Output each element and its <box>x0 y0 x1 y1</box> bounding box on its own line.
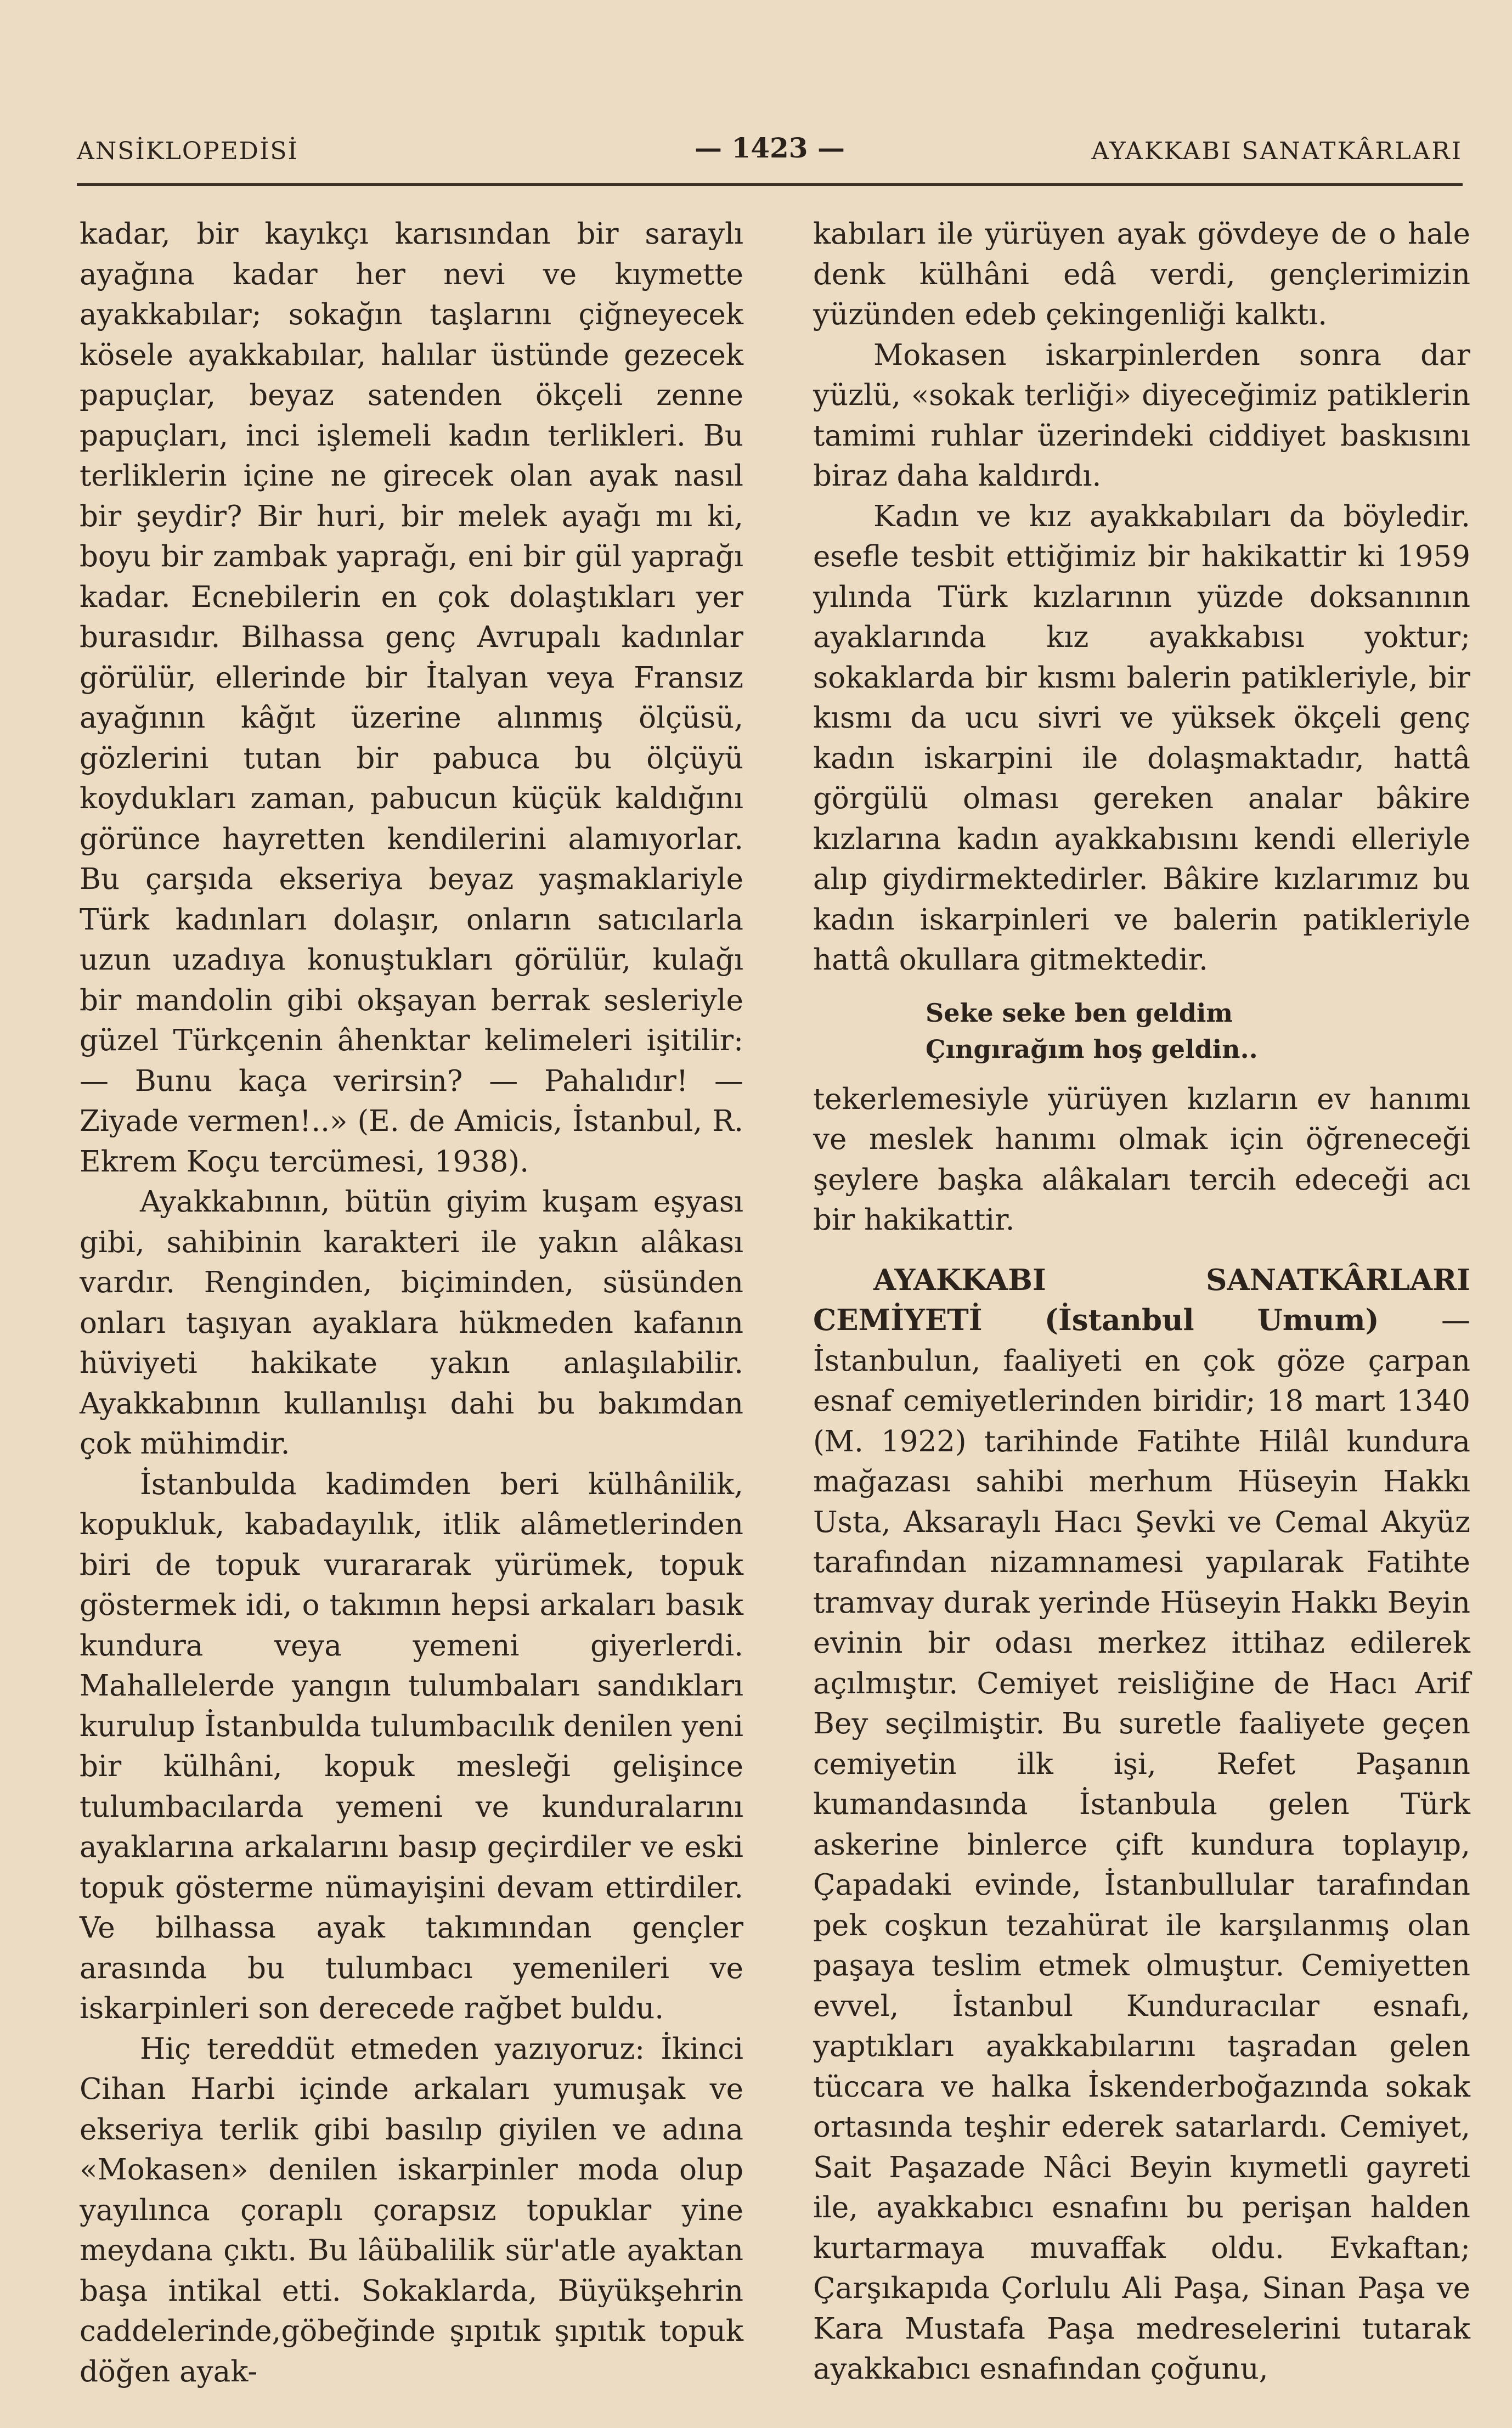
right-column <box>813 214 1470 2390</box>
right-paragraph-4: tekerlemesiyle yürüyen kızların ev hanımı ve meslek hanımı olmak için öğreneceği şeylere başka alâkaları tercih edeceği acı bir hakikattir. <box>813 1082 1470 1237</box>
entry-body: — İstanbulun, faaliyeti en çok göze çarpan esnaf cemiyetlerinden biridir; 18 mart 1340 (M. 1922) tarihinde Fatihte Hilâl kundura mağazası sahibi merhum Hüseyin Hakkı Usta, Aksaraylı Hacı Şevki ve Cemal Akyüz tarafından nizamnamesi yapılarak Fatihte tramvay durak yerinde Hüseyin Hakkı Beyin evinin bir odası merkez ittihaz edilerek açılmıştır. Cemiyet reisliğine de Hacı Arif Bey seçilmiştir. Bu suretle faaliyete geçen cemiyetin ilk işi, Refet Paşanın kumandasında İstanbula gelen Türk askerine binlerce çift kundura toplayıp, Çapadaki evinde, İstanbullular tarafından pek coşkun tezahürat ile karşılanmış olan paşaya teslim etmek olmuştur. Cemiyetten evvel, İstanbul Kunduracılar esnafı, yaptıkları ayakkabılarını taşradan gelen tüccara ve halka İskenderboğazında sokak ortasında teşhir ederek satarlardı. Cemiyet, Sait Paşazade Nâci Beyin kıymetli gayreti ile, ayakkabıcı esnafını bu perişan halden kurtarmaya muvaffak oldu. Evkaftan; Çarşıkapıda Çorlulu Ali Paşa, Sinan Paşa ve Kara Mustafa Paşa medreselerini tutarak ayakkabıcı esnafından çoğunu, <box>813 1304 1470 2386</box>
entry-title: AYAKKABI SANATKÂRLARI CEMİYETİ <box>813 1263 1470 1337</box>
left-paragraph-2: Ayakkabının, bütün giyim kuşam eşyası gibi, sahibinin karakteri ile yakın alâkası vardır. Renginden, biçiminden, süsünden onları taşıyan ayaklara hükmeden kafanın hüviyeti hakikate yakın anlaşılabilir. Ayakkabının kullanılışı dahi bu bakımdan çok mühimdir. <box>80 1185 743 1461</box>
entry-paragraph <box>813 1260 1470 2390</box>
right-paragraph-3: Kadın ve kız ayakkabıları da böyledir. esefle tesbit ettiğimiz bir hakikattir ki 1959 yılında Türk kızlarının yüzde doksanının ayaklarında kız ayakkabısı yoktur; sokaklarda bir kısmı balerin patikleriyle, bir kısmı da ucu sivri ve yüksek ökçeli genç kadın iskarpini ile dolaşmaktadır, hattâ görgülü olması gereken analar bâkire kızlarına kadın ayakkabısını kendi elleriyle alıp giydirmektedirler. Bâkire kızlarımız bu kadın iskarpinleri ve balerin patikleriyle hattâ okullara gitmektedir. <box>813 499 1470 977</box>
header-rule <box>77 183 1463 186</box>
rhyme-line-1: Seke seke ben geldim <box>926 998 1233 1028</box>
left-paragraph-4: Hiç tereddüt etmeden yazıyoruz: İkinci Cihan Harbi içinde arkaları yumuşak ve ekseriya terlik gibi basılıp giyilen ve adına «Mokasen» denilen iskarpinler moda olup yayılınca çoraplı çorapsız topuklar yine meydana çıktı. Bu lâübalilik sür'atle ayaktan başa intikal etti. Sokaklarda, Büyükşehrin caddelerinde,göbeğinde şıpıtık şıpıtık topuk döğen ayak- <box>80 2032 743 2388</box>
page-number: — 1423 — <box>695 132 845 164</box>
rhyme-quote <box>926 995 1470 1067</box>
entry-subtitle: (İstanbul Umum) <box>1044 1303 1379 1337</box>
header-right-title: AYAKKABI SANATKÂRLARI <box>1091 137 1463 165</box>
right-paragraph-2: Mokasen iskarpinlerden sonra dar yüzlü, «sokak terliği» diyeceğimiz patiklerin tamimi ruhlar üzerindeki ciddiyet baskısını biraz daha kaldırdı. <box>813 338 1470 493</box>
rhyme-line-2: Çıngırağım hoş geldin.. <box>926 1034 1258 1064</box>
header-left-title: ANSİKLOPEDİSİ <box>77 137 298 165</box>
right-paragraph-1: kabıları ile yürüyen ayak gövdeye de o hale denk külhâni edâ verdi, gençlerimizin yüzünden edeb çekingenliği kalktı. <box>813 217 1470 331</box>
left-paragraph-1: kadar, bir kayıkçı karısından bir saraylı ayağına kadar her nevi ve kıymette ayakkabılar; sokağın taşlarını çiğneyecek kösele ayakkabılar, halılar üstünde gezecek papuçlar, beyaz satenden ökçeli zenne papuçları, inci işlemeli kadın terlikleri. Bu terliklerin içine ne girecek olan ayak nasıl bir şeydir? Bir huri, bir melek ayağı mı ki, boyu bir zambak yaprağı, eni bir gül yaprağı kadar. Ecnebilerin en çok dolaştıkları yer burasıdır. Bilhassa genç Avrupalı kadınlar görülür, ellerinde bir İtalyan veya Fransız ayağının kâğıt üzerine alınmış ölçüsü, gözlerini tutan bir pabuca bu ölçüyü koydukları zaman, pabucun küçük kaldığını görünce hayretten kendilerini alamıyorlar. Bu çarşıda ekseriya beyaz yaşmaklariyle Türk kadınları dolaşır, onların satıcılarla uzun uzadıya konuştukları görülür, kulağı bir mandolin gibi okşayan berrak sesleriyle güzel Türkçenin âhenktar kelimeleri işitilir: — Bunu kaça verirsin? — Pahalıdır! — Ziyade vermen!..» (E. de Amicis, İstanbul, R. Ekrem Koçu tercümesi, 1938). <box>80 217 743 1179</box>
left-column <box>80 214 743 2392</box>
left-paragraph-3: İstanbulda kadimden beri külhânilik, kopukluk, kabadayılık, itlik alâmetlerinden biri de topuk vurararak yürümek, topuk göstermek idi, o takımın hepsi arkaları basık kundura veya yemeni giyerlerdi. Mahallelerde yangın tulumbaları sandıkları kurulup İstanbulda tulumbacılık denilen yeni bir külhâni, kopuk mesleği gelişince tulumbacılarda yemeni ve kunduralarını ayaklarına arkalarını basıp geçirdiler ve eski topuk gösterme nümayişini devam ettirdiler. Ve bilhassa ayak takımından gençler arasında bu tulumbacı yemenileri ve iskarpinleri son derecede rağbet buldu. <box>80 1467 743 2025</box>
page-header <box>77 132 1463 176</box>
